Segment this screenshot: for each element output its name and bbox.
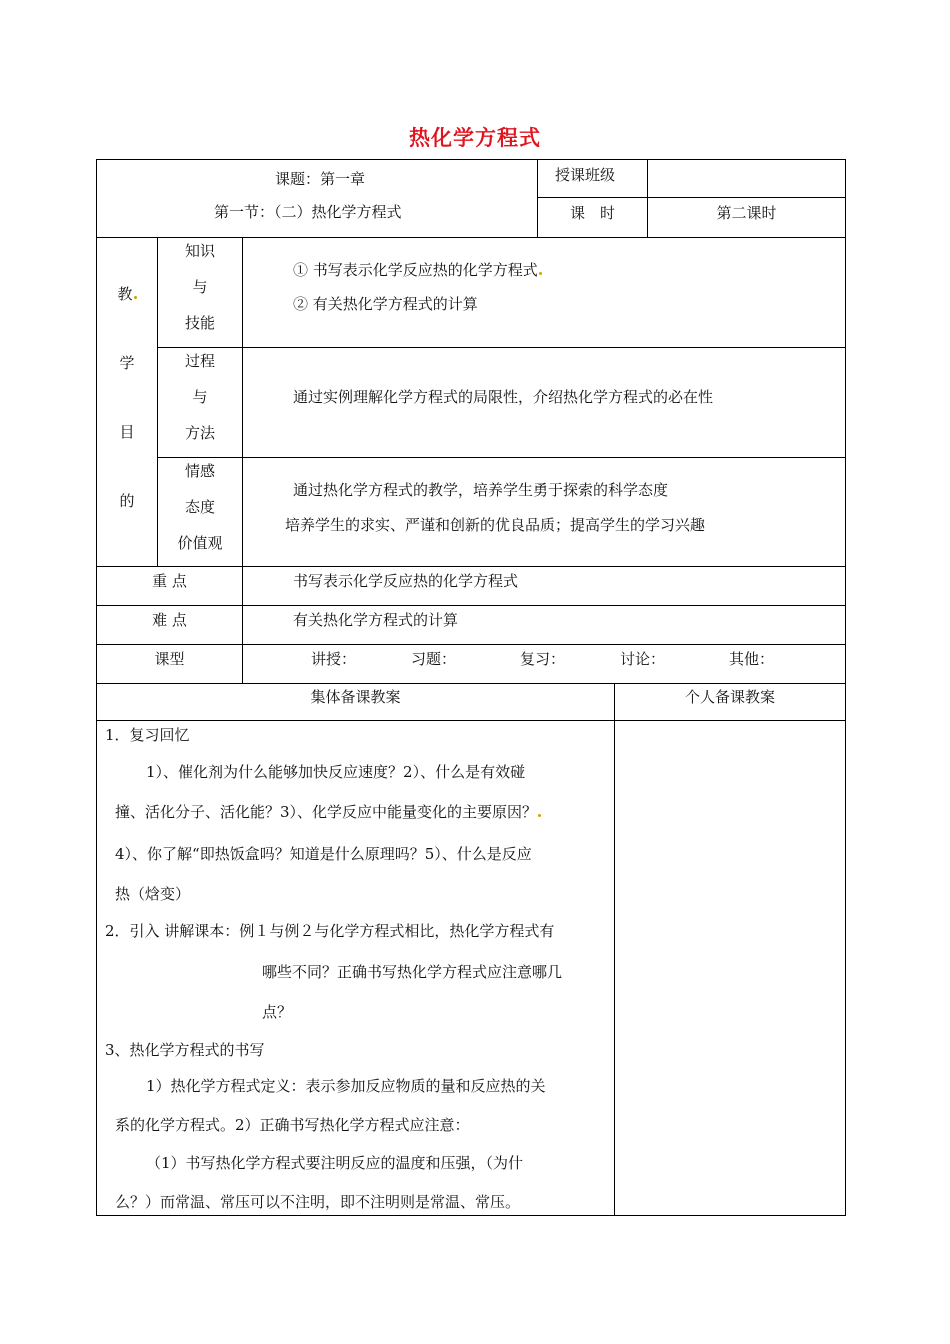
section-text: 第一节：（二）热化学方程式 xyxy=(214,203,402,221)
content-line: （1）书写热化学方程式要注明反应的温度和压强，（为什 xyxy=(146,1154,524,1172)
row-divider xyxy=(157,347,846,348)
row-divider xyxy=(96,605,846,606)
table-border-right xyxy=(845,159,846,1216)
objective-text: 通过热化学方程式的教学，培养学生勇于探索的科学态度 xyxy=(293,481,669,499)
row-divider xyxy=(96,237,846,238)
objective-text: 培养学生的求实、严谨和创新的优良品质；提高学生的学习兴趣 xyxy=(285,516,706,534)
content-line: 撞、活化分子、活化能？3）、化学反应中能量变化的主要原因？ xyxy=(115,803,541,821)
difficulty-value: 有关热化学方程式的计算 xyxy=(293,611,459,629)
category-attitude: 态度 xyxy=(184,498,215,516)
lesson-type-option: 习题： xyxy=(411,650,457,668)
content-line: 4）、你了解“即热饭盒吗？知道是什么原理吗？5）、什么是反应 xyxy=(115,845,532,863)
row-divider xyxy=(96,644,846,645)
lesson-type-option: 复习： xyxy=(520,650,566,668)
content-line: 1．复习回忆 xyxy=(105,726,190,744)
content-line: 哪些不同？正确书写热化学方程式应注意哪几 xyxy=(262,963,563,981)
category-attitude: 价值观 xyxy=(177,534,223,552)
content-line: 1）、催化剂为什么能够加快反应速度？2）、什么是有效碰 xyxy=(146,763,526,781)
lesson-type-option: 讲授： xyxy=(311,650,357,668)
col-divider xyxy=(242,237,243,684)
content-line: 1）热化学方程式定义：表示参加反应物质的量和反应热的关 xyxy=(146,1077,546,1095)
category-attitude: 情感 xyxy=(184,462,215,480)
lesson-type-label: 课型 xyxy=(154,650,185,668)
objectives-label-char: 教 xyxy=(97,285,157,303)
category-knowledge: 技能 xyxy=(184,314,215,332)
content-line: 点？ xyxy=(262,1003,293,1021)
difficulty-label: 难 点 xyxy=(152,611,187,629)
category-knowledge: 与 xyxy=(192,278,208,296)
collective-plan-header: 集体备课教案 xyxy=(310,688,401,706)
category-process: 与 xyxy=(192,388,208,406)
objective-text: ② 有关热化学方程式的计算 xyxy=(293,295,478,313)
row-divider xyxy=(157,457,846,458)
lesson-type-option: 其他： xyxy=(729,650,775,668)
objective-text: ① 书写表示化学反应热的化学方程式 xyxy=(293,261,542,279)
objective-text: 通过实例理解化学方程式的局限性，介绍热化学方程式的必在性 xyxy=(293,388,714,406)
objectives-label-char: 目 xyxy=(119,423,135,441)
row-divider xyxy=(537,197,846,198)
category-process: 过程 xyxy=(184,352,215,370)
col-divider xyxy=(647,159,648,238)
row-divider xyxy=(96,566,846,567)
page-title: 热化学方程式 xyxy=(409,125,541,150)
period-label: 课 时 xyxy=(569,204,615,222)
lesson-type-option: 讨论： xyxy=(620,650,666,668)
table-border-top xyxy=(96,159,846,160)
row-divider xyxy=(96,720,846,721)
category-process: 方法 xyxy=(184,424,215,442)
content-line: 么？）而常温、常压可以不注明，即不注明则是常温、常压。 xyxy=(115,1193,521,1211)
period-value: 第二课时 xyxy=(716,204,777,222)
key-point-value: 书写表示化学反应热的化学方程式 xyxy=(293,572,519,590)
row-divider xyxy=(96,683,846,684)
col-divider xyxy=(537,159,538,238)
content-line: 系的化学方程式。2）正确书写热化学方程式应注意： xyxy=(115,1116,470,1134)
content-line: 3、热化学方程式的书写 xyxy=(105,1041,265,1059)
objectives-label-char: 学 xyxy=(119,354,135,372)
content-line: 热（焓变） xyxy=(115,885,191,903)
content-line: 2．引入 讲解课本：例１与例２与化学方程式相比，热化学方程式有 xyxy=(105,922,555,940)
class-label: 授课班级 xyxy=(555,166,616,184)
topic-text: 课题：第一章 xyxy=(275,170,366,188)
key-point-label: 重 点 xyxy=(152,572,187,590)
table-border-bottom xyxy=(96,1215,846,1216)
personal-plan-header: 个人备课教案 xyxy=(684,688,775,706)
col-divider xyxy=(614,683,615,1216)
objectives-label-char: 的 xyxy=(119,492,135,510)
category-knowledge: 知识 xyxy=(184,242,215,260)
